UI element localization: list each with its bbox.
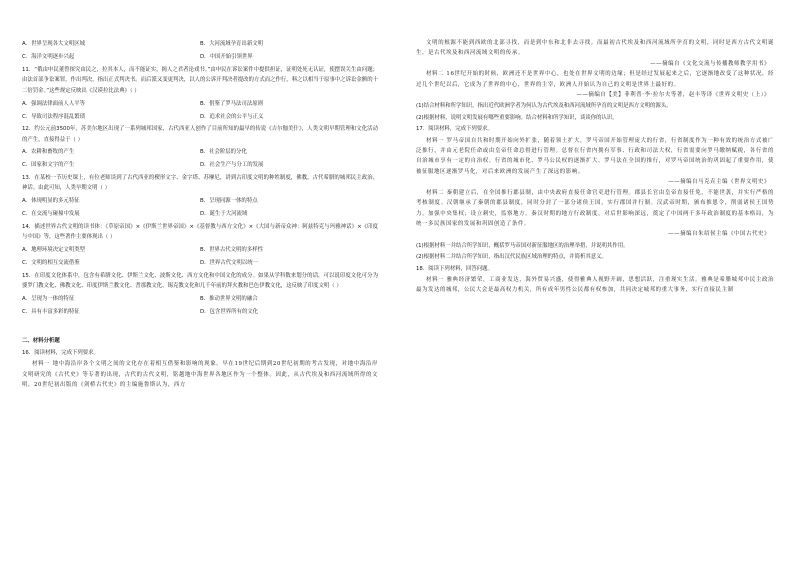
material-text: 材料一 雅典经济繁荣，工商业发达，海外贸易兴盛，使得雅典人视野开阔，思想活跃，注重现实生活。雅典是希腊城邦中民主政治最为发达的城邦，公民大会是最高权力机关，所有成年男性公民都有权参加，共同决定城邦的重大事务，实行直接民主制 bbox=[416, 276, 774, 294]
source-citation: ——摘编自马克垚主编《世界文明史》 bbox=[668, 179, 770, 186]
right-column bbox=[416, 38, 774, 296]
option-row bbox=[22, 159, 378, 172]
option-c[interactable]: C．海洋文明逐步兴起 bbox=[22, 54, 75, 61]
option-a[interactable]: A．世界呈现各大文明区域 bbox=[22, 41, 85, 48]
option-a[interactable]: A．体现明显的多元特征 bbox=[22, 198, 80, 205]
option-b[interactable]: B．推动世界文明的融合 bbox=[200, 295, 258, 302]
question-17-title: 17．阅读材料，完成下列要求。 bbox=[416, 126, 493, 133]
material-text: 材料一 地中海沿岸各个文明之间的文化存在着相互借鉴和影响的现象。早在19世纪后期到20世纪初期的考古发现，对地中海沿岸文明研究的《古代史》等专著的出现，古代的古代文明，铭越地中海世界各地区作为一个整体。因此，从古代埃及和西河流域所得的文明，20世纪初出版的《剑桥古代史》的主编施鲁斯认为，西方 bbox=[22, 361, 378, 389]
option-d[interactable]: D．追求社会的公平与正义 bbox=[200, 113, 264, 120]
question-12: 12．约公元前3500年，苏美尔地区出现了一系列城邦国家，古代西亚人创作了目前所知的最早的传说《吉尔伽美什》，人类文明早期管理和文化活动的产生，直接得益于（ ） bbox=[22, 126, 378, 143]
sub-question: (2)根据材料，说明文明发展有哪些重要影响。结合材料和所学知识，谈谈你的认识。 bbox=[416, 114, 618, 121]
option-row bbox=[22, 208, 378, 221]
option-row bbox=[22, 195, 378, 208]
option-row bbox=[22, 97, 378, 110]
option-c[interactable]: C．在交流与碰撞中发展 bbox=[22, 211, 80, 218]
option-a[interactable]: A．农耕和畜牧的产生 bbox=[22, 149, 75, 156]
option-b[interactable]: B．大河流域孕育出新文明 bbox=[200, 41, 263, 48]
option-b[interactable]: B．世界古代文明的多样性 bbox=[200, 246, 263, 253]
option-b[interactable]: B．呈现同源一体的特点 bbox=[200, 198, 258, 205]
option-row bbox=[22, 146, 378, 159]
option-b[interactable]: B．借鉴了罗马法司法原则 bbox=[200, 100, 263, 107]
material-text: 材料一 罗马帝国自共和时期开始向外扩张，随着领土扩大，罗马帝国开始管理庞大的行省，行省制度作为一种有效的统治方式被广泛推行，并由元老院任命或由皇帝任命总督进行管理。总督在行省内拥有军事、行政和司法大权，行省需要向罗马缴纳赋税，各行省的自治城市享有一定的自治权。行省的城市化、罗马公民权的逐渐扩大，罗马法在全国的推行，对罗马帝国统治的巩固起了重要作用，使被征服地区逐渐罗马化，对后来欧洲的发展产生了深远的影响。 bbox=[416, 137, 774, 175]
option-row bbox=[22, 257, 378, 270]
option-row bbox=[22, 38, 378, 51]
option-row bbox=[22, 244, 378, 257]
question-14: 14．描述世界古代文明的读书体：《草原帝国》×《伊斯兰世界帝国》×《基督教与西方文化》×《大国与新帝众神：阿兹特克与玛雅神话》×《印度与中国》等，这些著作主要体现出（ ） bbox=[22, 223, 378, 241]
question-18-title: 18．阅读下列材料，回答问题。 bbox=[416, 265, 493, 272]
source-citation: ——摘编自【美】菲利普·李·拉尔夫等著，赵丰等译《世界文明史（上）》 bbox=[576, 92, 770, 99]
source-citation: ——摘编自《文化交流与传播教师教学用书》 bbox=[650, 60, 770, 67]
question-13: 13．在某校一节历史课上，有位老师谈到了古代西亚的楔形文字、金字塔、苏摩尼，讲到古印度文明的种姓制度，佛教，古代希腊的城邦民主政治、神话。由此可知，人类早期文明（ ） bbox=[22, 175, 378, 192]
material-text: 文明的根源不能到西欧的北部寻找，而是到中东和北非去寻找。而最初古代埃及和西河流域所孕育的文明，同时是西方古代文明诞生，是古代埃及和西河流域文明的传承。 bbox=[416, 40, 774, 57]
option-row bbox=[22, 51, 378, 64]
question-15: 15．在印度文化体系中，包含有希腊文化、伊斯兰文化、波斯文化、西方文化和中国文化的成分。如果从学科数来划分的话，可以说印度文化可分为婆罗门教文化、佛教文化、印度伊斯兰教文化、耆那教文化、锡克教文化和几千年前的拜火教和巴色伊教文化，这反映了印度文明（ ） bbox=[22, 272, 378, 290]
option-d[interactable]: D．中国开始引领世界 bbox=[200, 54, 253, 61]
question-16-title: 16．阅读材料，完成下列要求。 bbox=[22, 349, 99, 356]
option-a[interactable]: A．强调法律面前人人平等 bbox=[22, 100, 85, 107]
option-d[interactable]: D．包含世界所有的文化 bbox=[200, 308, 259, 315]
section-title: 二、材料分析题 bbox=[22, 338, 60, 345]
option-c[interactable]: C．文明的相互交流借鉴 bbox=[22, 259, 80, 266]
option-c[interactable]: C．国家和文字的产生 bbox=[22, 162, 75, 169]
option-c[interactable]: C．具有丰富多彩的特征 bbox=[22, 308, 80, 315]
source-citation: ——摘编自朱绍侯主编《中国古代史》 bbox=[668, 231, 770, 238]
option-row bbox=[22, 305, 378, 318]
material-text: 材料二 秦朝建立后，在全国推行郡县制，由中央政府直接任命官吏进行管理。郡县长官由皇帝直接任免，不能世袭，并实行严格的考核制度。汉朝继承了秦朝的郡县制度，同时分封了一部分诸侯王国，实行郡国并行制。汉武帝时期，颁布推恩令，削弱诸侯王国势力，加强中央集权；设立刺史，监察地方。秦汉时期的地方行政制度，对后世影响深远，奠定了中国两千多年政治制度的基本格局，为统一多民族国家的发展和巩固创造了条件。 bbox=[416, 189, 774, 227]
option-row bbox=[22, 110, 378, 123]
sub-question: (1)根据材料一并结合所学知识，概括罗马帝国对新征服地区的治理举措，并说明其作用。 bbox=[416, 242, 629, 249]
option-a[interactable]: A．呈现为一体的特征 bbox=[22, 295, 75, 302]
option-b[interactable]: B．社会阶层的分化 bbox=[200, 149, 247, 156]
material-text: 材料二 16世纪开始的时候，欧洲还不是世界中心，也处在世界文明的边缘；但是经过发展起来之后，它逐渐地改变了这种状况，经过几个世纪以后，它成为了世界的中心，世界的主宰，欧洲人开始认为自己的文明是世界上最好的。 bbox=[416, 71, 774, 88]
option-a[interactable]: A．地理环境决定文明类型 bbox=[22, 246, 85, 253]
option-d[interactable]: D．世界古代文明以统一 bbox=[200, 259, 259, 266]
question-11: 11．“俄由申民董曾探究由民之，拉其本人，而不能证实，揭人之君者论戏书。”由申民在诉讼案件中提供担证，证明处死无认证，使摆误关生由问题；由法首部争讼案罪，作出判决，指出正式判决书。而后派又变更判决，以人的公诉开判决者提改的方式而之作行，料之以相当于原事中之诉讼金额的十二倍罚金。”这些规定反映出《汉谟拉比法典》（ ） bbox=[22, 67, 378, 94]
left-column bbox=[22, 38, 378, 391]
option-d[interactable]: D．诞生于大河流域 bbox=[200, 211, 248, 218]
option-c[interactable]: C．导致司法程序混乱繁琐 bbox=[22, 113, 86, 120]
option-row bbox=[22, 292, 378, 305]
sub-question: (1)结合材料和所学知识，指出近代欧洲学者为何认为古代埃及和西河流域所孕育的文明是西方文明的源头。 bbox=[416, 103, 672, 110]
option-d[interactable]: D．社会生产与分工的发展 bbox=[200, 162, 264, 169]
sub-question: (2)根据材料二并结合所学知识，指出汉代民族区域治理的特点，并简析其意义。 bbox=[416, 254, 607, 261]
